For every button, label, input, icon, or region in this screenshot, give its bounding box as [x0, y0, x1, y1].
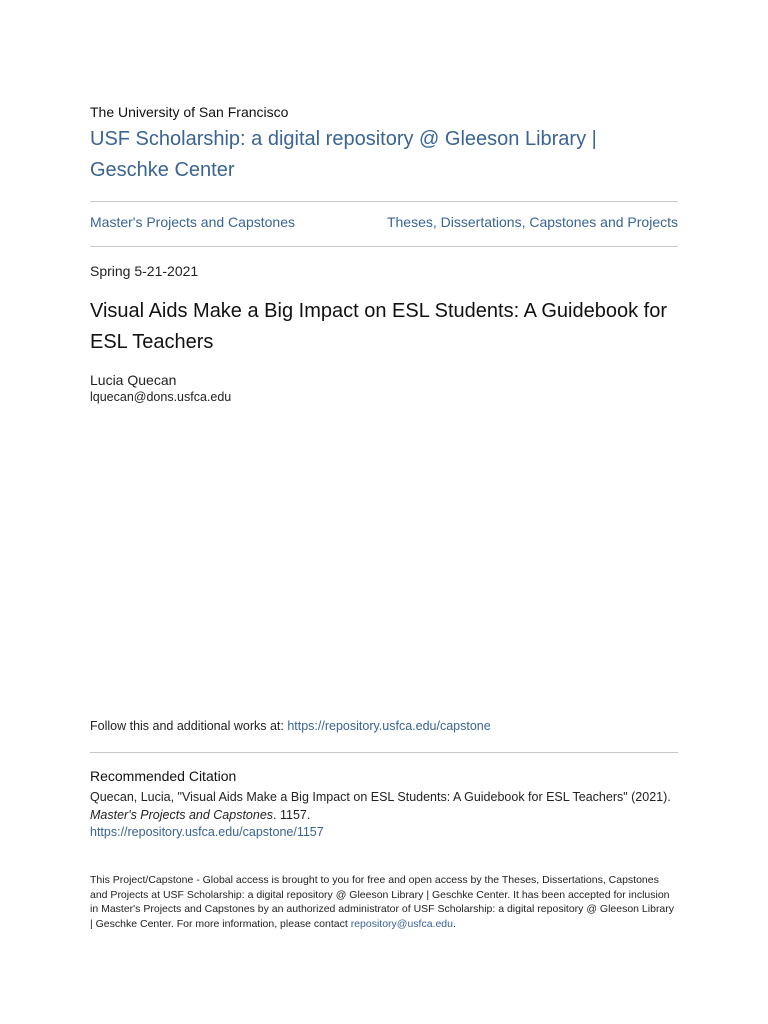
author-email: lquecan@dons.usfca.edu [90, 390, 232, 404]
citation-body [90, 789, 678, 842]
citation-heading: Recommended Citation [90, 768, 237, 784]
divider [90, 201, 678, 202]
citation-link[interactable]: https://repository.usfca.edu/capstone/1157 [90, 825, 324, 839]
document-title: Visual Aids Make a Big Impact on ESL Students: A Guidebook for ESL Teachers [90, 300, 668, 353]
collection-link-masters[interactable]: Master's Projects and Capstones [90, 214, 295, 230]
publication-date: Spring 5-21-2021 [90, 263, 199, 279]
citation-number: . 1157. [273, 807, 311, 822]
follow-link[interactable]: https://repository.usfca.edu/capstone [287, 719, 491, 733]
author-name: Lucia Quecan [90, 372, 177, 388]
collection-link-theses[interactable]: Theses, Dissertations, Capstones and Projects [386, 214, 678, 230]
divider [90, 246, 678, 247]
citation-text: Quecan, Lucia, "Visual Aids Make a Big Impact on ESL Students: A Guidebook for ESL Teachers" (2021). [90, 790, 671, 804]
divider [90, 752, 678, 753]
follow-line [90, 719, 491, 733]
notice-text: This Project/Capstone - Global access is brought to you for free and open access by the Theses, Dissertations, Capstones and Projects at USF Scholarship: a digital repository @ Gleeson Library | Geschke Center. It has been accepted for inclusion in Master's Projects and Capstones by an authorized administrator of USF Scholarship: a digital repository @ Gleeson Library | Geschke Center. For more information, please contact [90, 874, 675, 930]
notice-end: . [452, 917, 456, 930]
institution-name: The University of San Francisco [90, 104, 289, 120]
contact-email-link[interactable]: repository@usfca.edu [350, 917, 453, 930]
follow-text: Follow this and additional works at: [90, 719, 288, 733]
access-notice [90, 873, 678, 931]
repository-link[interactable]: USF Scholarship: a digital repository @ Gleeson Library | Geschke Center [90, 128, 597, 181]
citation-series: Master's Projects and Capstones [90, 807, 274, 822]
